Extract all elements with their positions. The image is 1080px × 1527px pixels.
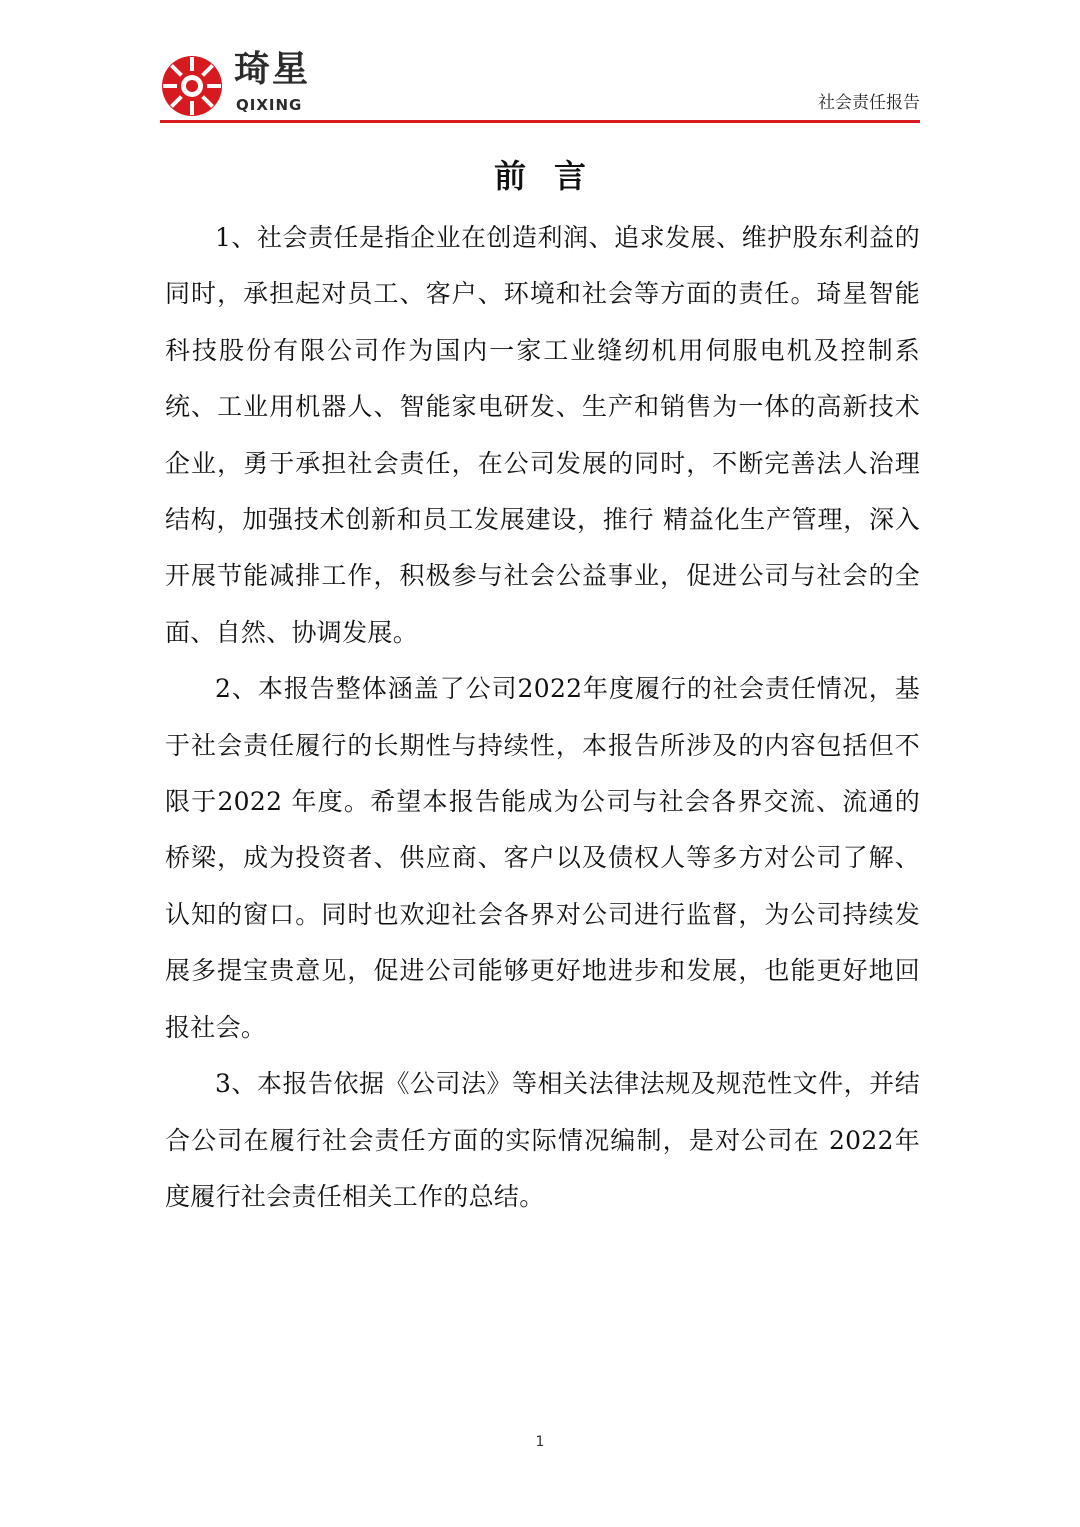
body-content — [165, 210, 920, 1225]
paragraph-2: 2、本报告整体涵盖了公司2022年度履行的社会责任情况，基于社会责任履行的长期性与持续性，本报告所涉及的内容包括但不限于2022 年度。希望本报告能成为公司与社会各界交流、流通的桥梁，成为投资者、供应商、客户以及债权人等多方对公司了解、认知的窗口。同时也欢迎社会各界对公司进行监督，为公司持续发展多提宝贵意见，促进公司能够更好地进步和发展，也能更好地回报社会。 — [165, 674, 920, 1042]
logo-english-name: QIXING — [236, 96, 303, 114]
paragraph-1: 1、社会责任是指企业在创造利润、追求发展、维护股东利益的同时，承担起对员工、客户、环境和社会等方面的责任。琦星智能科技股份有限公司作为国内一家工业缝纫机用伺服电机及控制系统、工业用机器人、智能家电研发、生产和销售为一体的高新技术企业，勇于承担社会责任，在公司发展的同时，不断完善法人治理结构，加强技术创新和员工发展建设，推行 精益化生产管理，深入开展节能减排工作，积极参与社会公益事业，促进公司与社会的全面、自然、协调发展。 — [165, 223, 920, 647]
page-title: 前言 — [493, 157, 614, 195]
logo-chinese-name: 琦星 — [234, 49, 311, 90]
header-divider — [160, 120, 920, 123]
page-number: 1 — [535, 1434, 545, 1450]
document-type-label: 社会责任报告 — [818, 93, 920, 113]
paragraph-3: 3、本报告依据《公司法》等相关法律法规及规范性文件，并结合公司在履行社会责任方面的实际情况编制，是对公司在 2022年度履行社会责任相关工作的总结。 — [165, 1069, 920, 1211]
page-header — [160, 40, 920, 124]
qixing-logo-icon — [160, 54, 224, 118]
company-logo — [160, 46, 340, 116]
